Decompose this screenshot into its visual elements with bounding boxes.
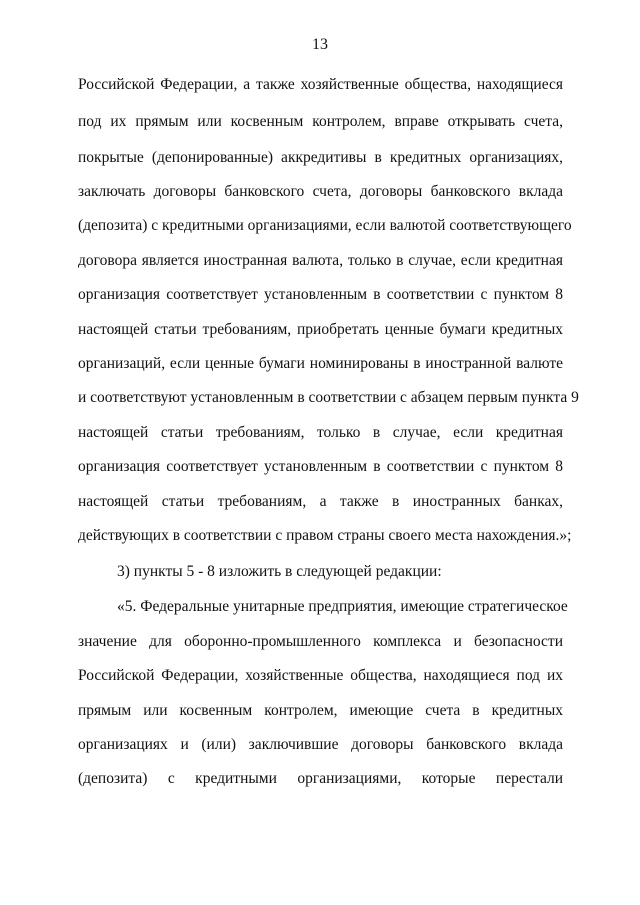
text-line: (депозита) с кредитными организациями, которые перестали — [78, 770, 563, 787]
text-line: Российской Федерации, хозяйственные общества, находящиеся под их — [78, 667, 563, 684]
text-line: и соответствуют установленным в соответствии с абзацем первым пункта 9 — [78, 389, 579, 406]
text-line: организация соответствует установленным в соответствии с пунктом 8 — [78, 286, 563, 303]
text-line: заключать договоры банковского счета, договоры банковского вклада — [78, 183, 563, 200]
text-line: 3) пункты 5 - 8 изложить в следующей редакции: — [117, 563, 442, 580]
text-line: Российской Федерации, а также хозяйственные общества, находящиеся — [78, 76, 563, 93]
text-line: значение для оборонно-промышленного комплекса и безопасности — [78, 633, 563, 650]
text-line: прямым или косвенным контролем, имеющие счета в кредитных — [78, 702, 563, 719]
text-line: договора является иностранная валюта, только в случае, если кредитная — [78, 252, 563, 269]
text-line: (депозита) с кредитными организациями, если валютой соответствующего — [78, 217, 572, 234]
text-line: организациях и (или) заключившие договоры банковского вклада — [78, 736, 563, 753]
text-line: настоящей статьи требованиям, а также в иностранных банках, — [78, 493, 563, 510]
text-line: действующих в соответствии с правом страны своего места нахождения.»; — [78, 527, 572, 544]
text-line: организаций, если ценные бумаги номинированы в иностранной валюте — [78, 355, 563, 372]
text-line: организация соответствует установленным в соответствии с пунктом 8 — [78, 458, 563, 475]
page-number: 13 — [312, 36, 328, 53]
text-line: настоящей статьи требованиям, приобретать ценные бумаги кредитных — [78, 321, 563, 338]
text-line: покрытые (депонированные) аккредитивы в кредитных организациях, — [78, 149, 563, 166]
text-line: «5. Федеральные унитарные предприятия, имеющие стратегическое — [117, 598, 568, 615]
text-line: под их прямым или косвенным контролем, вправе открывать счета, — [78, 113, 563, 130]
text-line: настоящей статьи требованиям, только в случае, если кредитная — [78, 424, 563, 441]
